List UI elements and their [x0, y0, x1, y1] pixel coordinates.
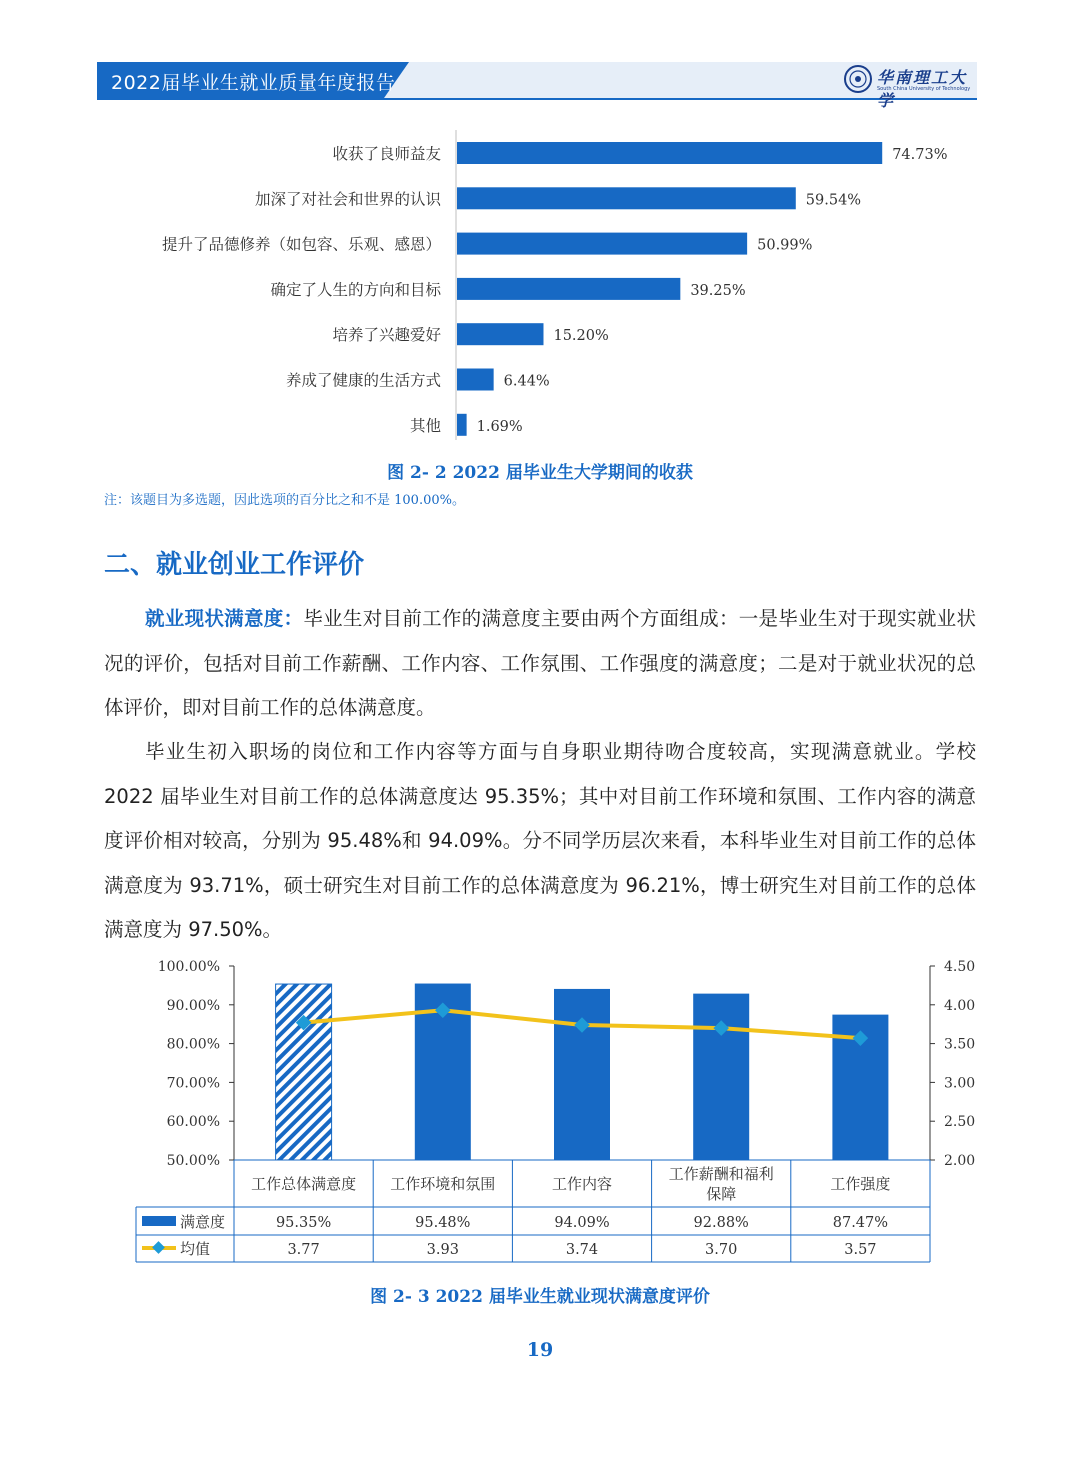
- category-label: 工作强度: [830, 1175, 891, 1193]
- satisfaction-bar: [554, 989, 610, 1160]
- legend-satisfaction-label: 满意度: [180, 1213, 226, 1231]
- satisfaction-bar: [276, 984, 332, 1160]
- right-tick-label: 2.00: [944, 1153, 976, 1169]
- paragraph-satisfaction-results: 毕业生初入职场的岗位和工作内容等方面与自身职业期待吻合度较高，实现满意就业。学校 2022 届毕业生对目前工作的总体满意度达 95.35%；其中对目前工作环境和氛围、工作内容的满意度评价相对较高，分别为 95.48%和 94.09%。分不同学历层次来看，本科毕业生对目前工作的总体满意度为 93.71%，硕士研究生对目前工作的总体满意度为 96.21%，博士研究生对目前工作的总体满意度为 97.50%。: [104, 740, 976, 941]
- right-tick-label: 3.50: [944, 1036, 976, 1053]
- right-tick-label: 2.50: [944, 1114, 976, 1131]
- bar: [457, 323, 543, 345]
- category-label: 培养了兴趣爱好: [332, 326, 441, 345]
- category-label: 提升了品德修养（如包容、乐观、感恩）: [161, 235, 441, 254]
- legend-mean-label: 均值: [180, 1240, 211, 1258]
- satisfaction-bar: [693, 994, 749, 1160]
- category-label: 养成了健康的生活方式: [285, 371, 441, 390]
- category-label: 工作内容: [551, 1175, 613, 1193]
- mean-value: 3.57: [844, 1242, 877, 1258]
- mean-value: 3.70: [705, 1242, 738, 1258]
- value-label: 74.73%: [892, 147, 948, 163]
- bar: [457, 278, 680, 300]
- legend-bar-key: [142, 1216, 176, 1226]
- bar: [457, 142, 882, 164]
- category-label: 工作环境和氛围: [390, 1175, 496, 1193]
- report-title: 2022届毕业生就业质量年度报告: [111, 72, 396, 94]
- value-label: 50.99%: [757, 237, 813, 254]
- bar: [457, 414, 467, 436]
- bar: [457, 233, 747, 255]
- satisfaction-combo-chart: [0, 950, 1080, 1270]
- mean-value: 3.93: [426, 1242, 459, 1258]
- bar: [457, 369, 494, 391]
- left-tick-label: 100.00%: [157, 959, 220, 975]
- mean-value: 3.77: [287, 1242, 320, 1258]
- satisfaction-value: 95.35%: [275, 1215, 332, 1231]
- bar: [457, 187, 796, 209]
- figure-2-2-caption: 图 2- 2 2022 届毕业生大学期间的收获: [387, 463, 693, 483]
- right-tick-label: 3.00: [944, 1075, 976, 1092]
- category-label: 确定了人生的方向和目标: [270, 280, 441, 299]
- left-tick-label: 70.00%: [166, 1075, 220, 1092]
- value-label: 59.54%: [805, 192, 862, 209]
- value-label: 15.20%: [553, 328, 609, 345]
- mean-value: 3.74: [565, 1242, 599, 1258]
- category-label: 加深了对社会和世界的认识: [254, 190, 441, 209]
- right-tick-label: 4.50: [944, 959, 976, 975]
- logo-english-name: South China University of Technology: [877, 86, 971, 92]
- category-label: 保障: [706, 1185, 737, 1203]
- satisfaction-value: 92.88%: [693, 1215, 749, 1231]
- section-heading: 二、就业创业工作评价: [104, 550, 365, 580]
- satisfaction-value: 95.48%: [415, 1215, 471, 1231]
- value-label: 6.44%: [503, 373, 550, 390]
- satisfaction-value: 87.47%: [832, 1215, 889, 1231]
- page-number: 19: [526, 1339, 554, 1361]
- legend-marker-key: [152, 1241, 165, 1254]
- category-label: 其他: [409, 416, 441, 435]
- figure-2-3-caption: 图 2- 3 2022 届毕业生就业现状满意度评价: [370, 1287, 710, 1307]
- category-label: 工作薪酬和福利: [668, 1165, 774, 1183]
- paragraph-satisfaction-definition: [104, 597, 976, 731]
- harvest-bar-chart: [0, 0, 1080, 460]
- value-label: 39.25%: [690, 282, 746, 299]
- left-tick-label: 90.00%: [166, 997, 220, 1014]
- left-tick-label: 50.00%: [166, 1153, 220, 1169]
- right-tick-label: 4.00: [944, 997, 976, 1014]
- left-tick-label: 80.00%: [166, 1036, 220, 1053]
- category-label: 工作总体满意度: [251, 1175, 357, 1193]
- satisfaction-value: 94.09%: [554, 1215, 610, 1231]
- left-tick-label: 60.00%: [166, 1114, 220, 1131]
- paragraph-body: 毕业生对目前工作的满意度主要由两个方面组成：一是毕业生对于现实就业状况的评价，包括对目前工作薪酬、工作内容、工作氛围、工作强度的满意度；二是对于就业状况的总体评价，即对目前工作的总体满意度。: [104, 607, 976, 719]
- paragraph-lead: 就业现状满意度：: [145, 607, 304, 630]
- value-label: 1.69%: [476, 418, 523, 435]
- chart-note: 注：该题目为多选题，因此选项的百分比之和不是 100.00%。: [104, 493, 465, 508]
- category-label: 收获了良师益友: [332, 145, 441, 163]
- logo-chinese-name: 华南理工大学: [877, 68, 968, 110]
